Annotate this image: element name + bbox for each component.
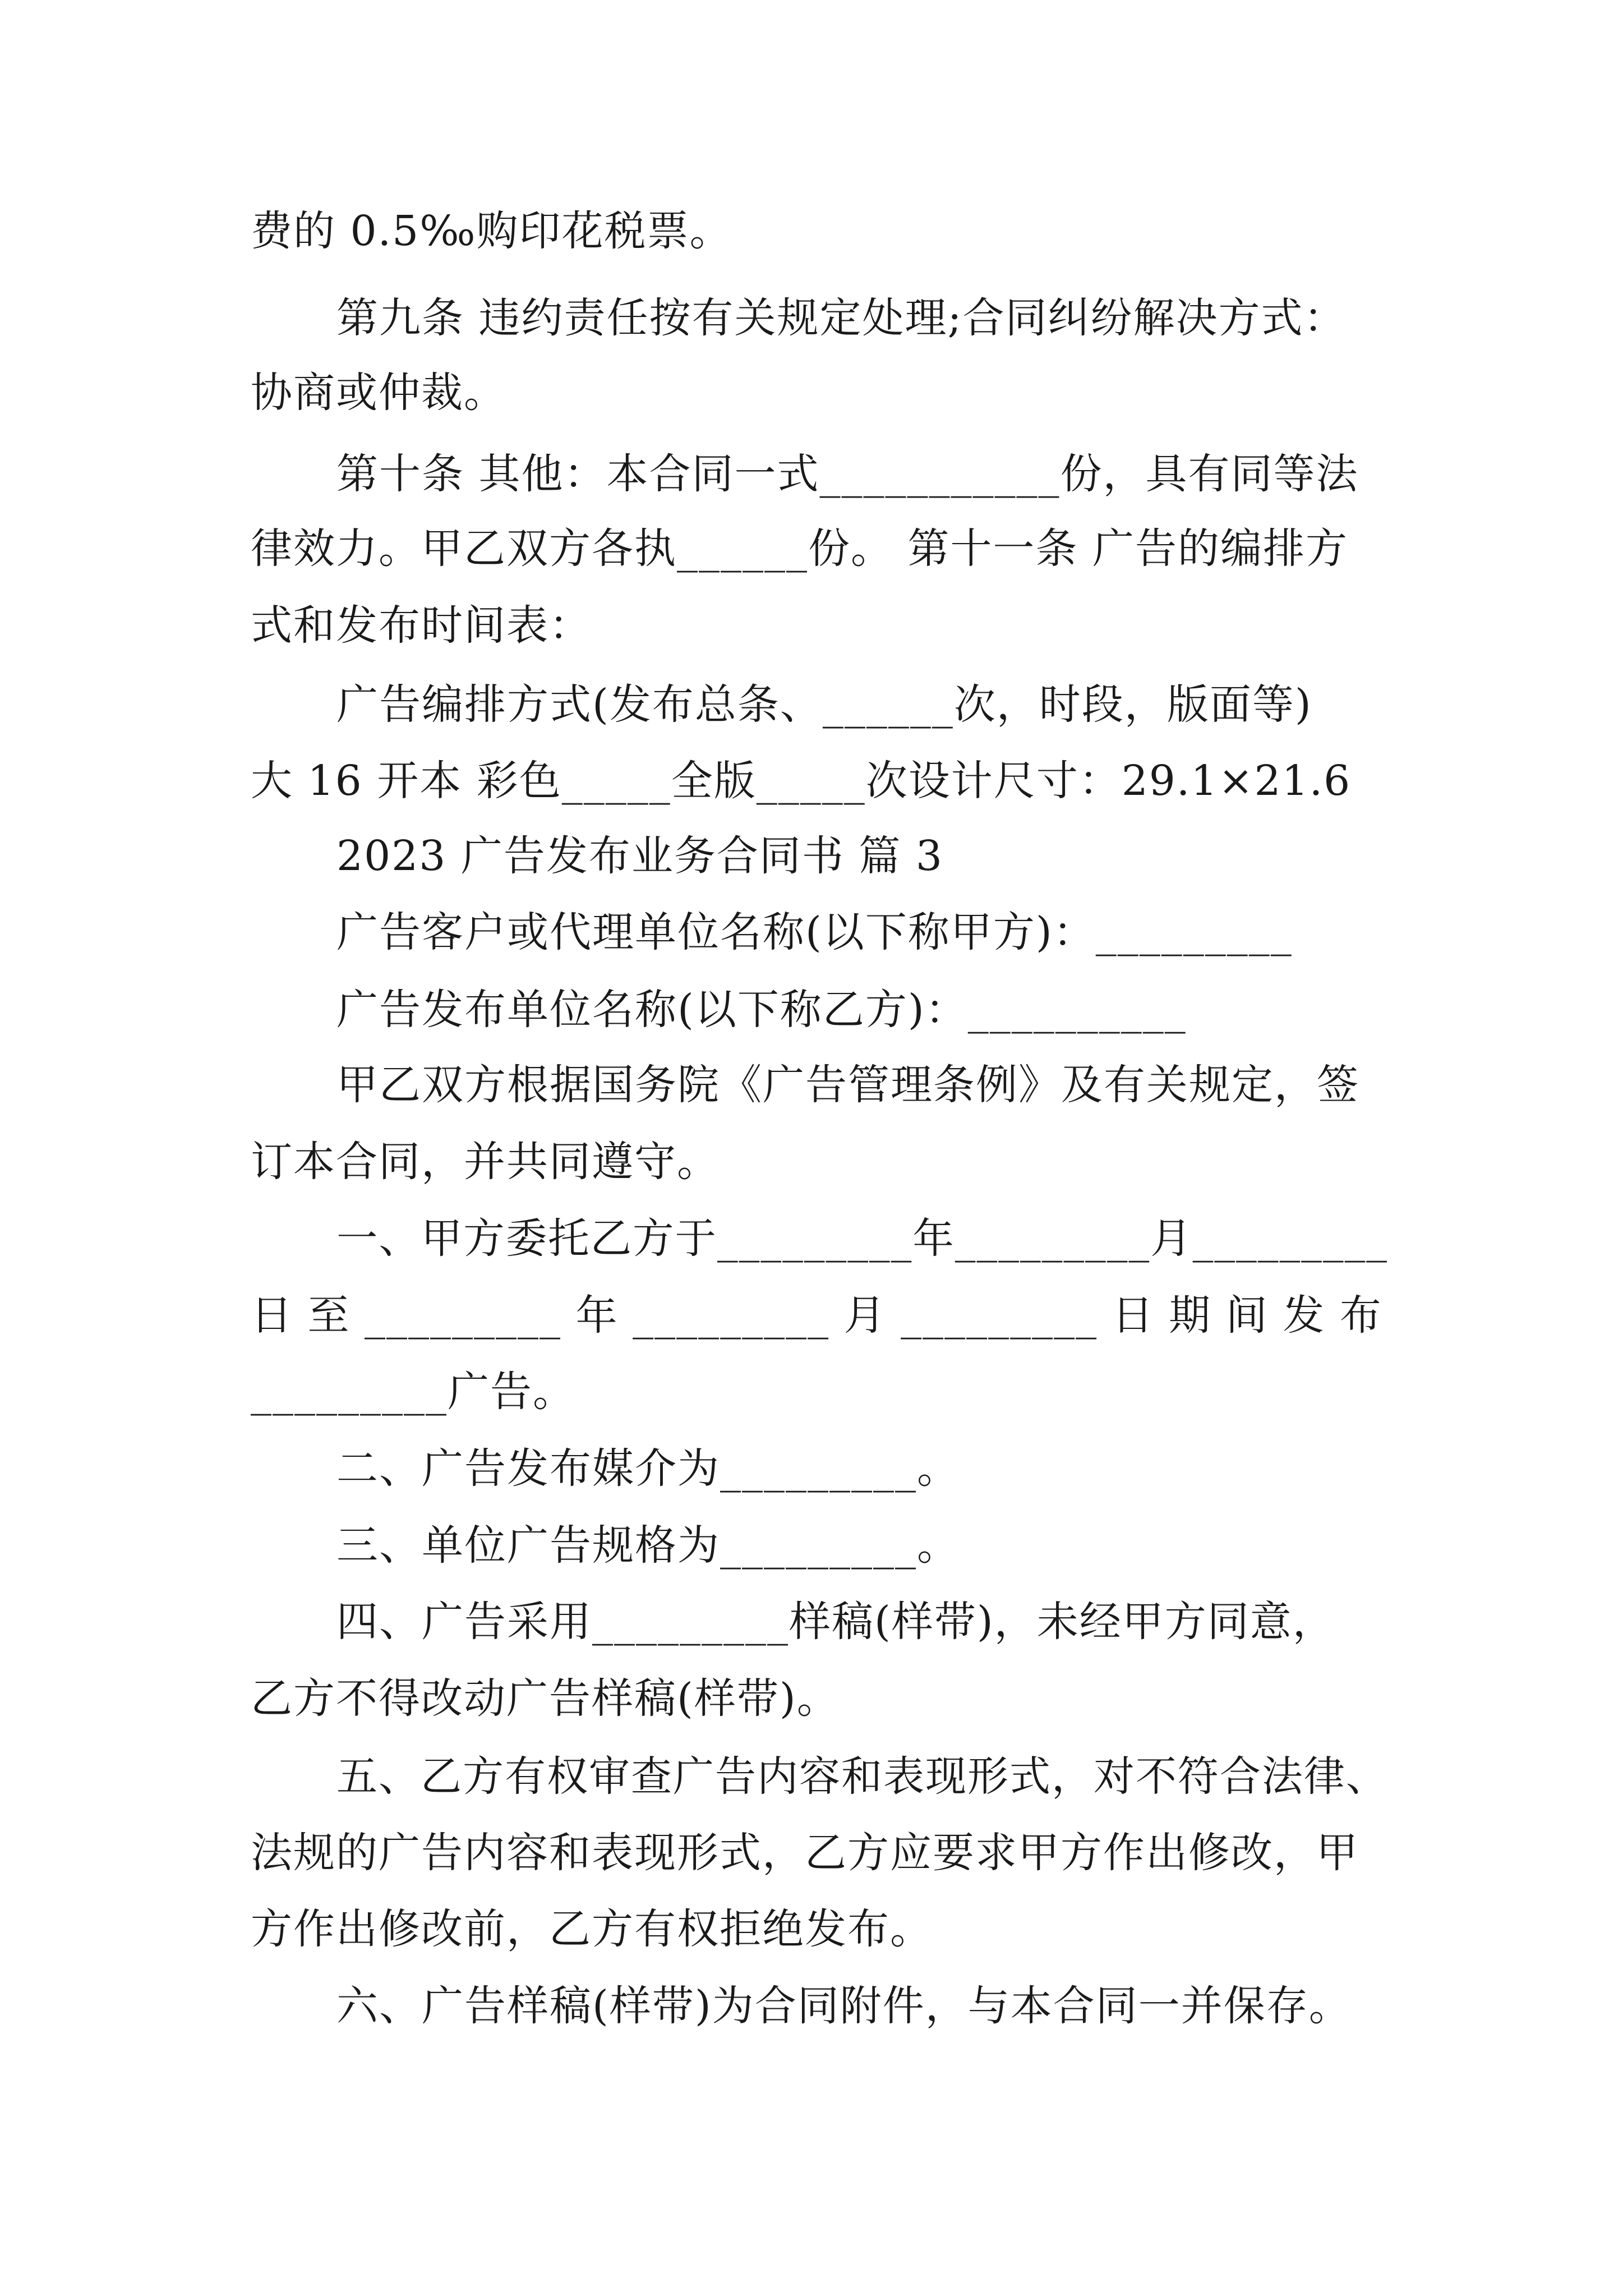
text-line: 三、单位广告规格为_________。 (336, 1521, 960, 1570)
text-line: 一、甲方委托乙方于_________年_________月_________ (336, 1214, 1389, 1263)
text-line: 第九条 违约责任按有关规定处理;合同纠纷解决方式： (336, 294, 1347, 342)
text-line: 第十条 其他：本合同一式___________份，具有同等法 (336, 450, 1359, 498)
text-line: 大 16 开本 彩色_____全版_____次设计尺寸：29.1×21.6 (251, 757, 1352, 805)
text-line: 四、广告采用_________样稿(样带)，未经甲方同意， (336, 1598, 1335, 1646)
text-line: 法规的广告内容和表现形式，乙方应要求甲方作出修改，甲 (251, 1829, 1359, 1877)
text-line: 日 至 _________ 年 _________ 月 _________ 日 期 间 发 布 (251, 1291, 1382, 1340)
text-line: 协商或仲裁。 (251, 369, 506, 417)
text-line: 六、广告样稿(样带)为合同附件，与本合同一并保存。 (336, 1982, 1352, 2030)
text-line: 式和发布时间表： (251, 601, 592, 650)
text-line: 费的 0.5‰购印花税票。 (251, 207, 732, 255)
section-heading: 2023 广告发布业务合同书 篇 3 (336, 832, 943, 880)
text-line: 广告客户或代理单位名称(以下称甲方)：_________ (336, 908, 1293, 956)
text-line: 订本合同，并共同遵守。 (251, 1138, 720, 1186)
text-line: 律效力。甲乙双方各执______份。 第十一条 广告的编排方 (251, 524, 1349, 573)
text-line: 广告编排方式(发布总条、______次，时段，版面等) (336, 680, 1312, 729)
text-line: 方作出修改前，乙方有权拒绝发布。 (251, 1905, 933, 1953)
text-line: 甲乙双方根据国务院《广告管理条例》及有关规定，签 (336, 1061, 1359, 1109)
text-line: _________广告。 (251, 1368, 575, 1416)
text-line: 广告发布单位名称(以下称乙方)：__________ (336, 986, 1187, 1034)
text-line: 二、广告发布媒介为_________。 (336, 1444, 960, 1493)
text-line: 五、乙方有权审查广告内容和表现形式，对不符合法律、 (336, 1752, 1388, 1801)
text-line: 乙方不得改动广告样稿(样带)。 (251, 1674, 840, 1723)
